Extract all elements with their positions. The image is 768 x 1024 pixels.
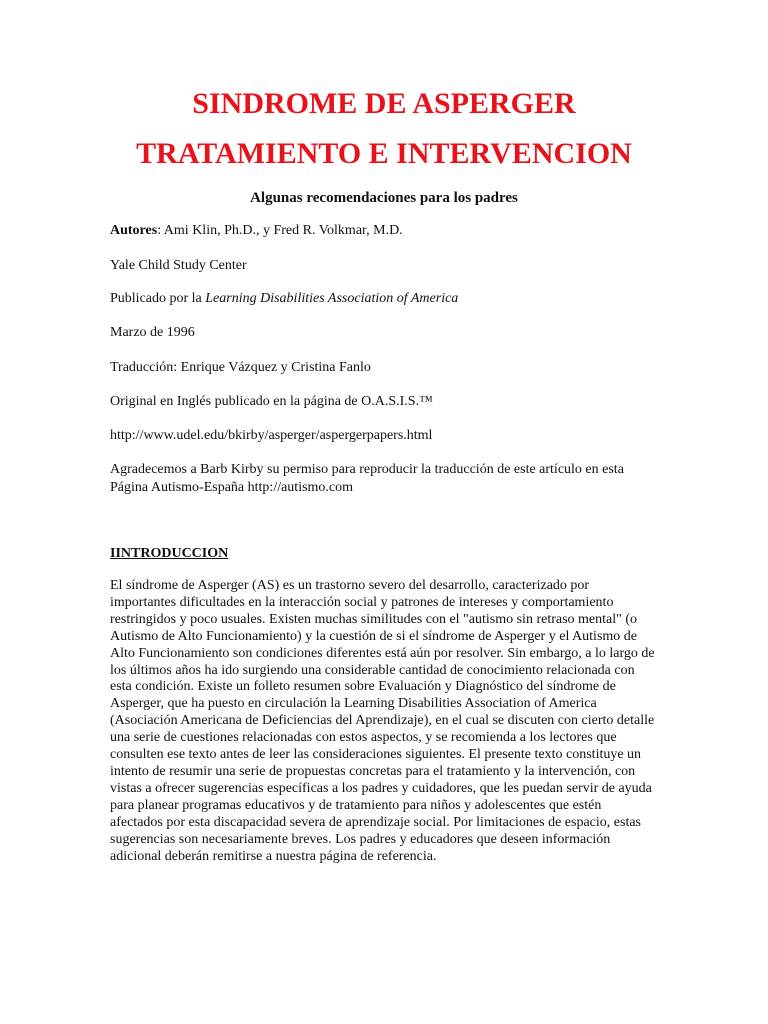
acknowledgement-paragraph: Agradecemos a Barb Kirby su permiso para reproducir la traducción de este artículo en esta Página Autismo-España http://autismo.com: [110, 462, 624, 495]
published-organization: Learning Disabilities Association of America: [205, 291, 459, 306]
document-title-line-1: SINDROME DE ASPERGER: [192, 87, 576, 120]
published-prefix: Publicado por la: [110, 291, 206, 306]
section-heading-introduccion: IINTRODUCCION: [110, 546, 229, 561]
authors-value: : Ami Klin, Ph.D., y Fred R. Volkmar, M.D.: [157, 223, 403, 238]
original-line: Original en Inglés publicado en la página de O.A.S.I.S.™: [110, 394, 433, 409]
authors-label: Autores: [110, 223, 158, 238]
published-line: [110, 290, 670, 308]
document-subtitle: Algunas recomendaciones para los padres: [250, 190, 518, 206]
date-line: Marzo de 1996: [110, 325, 195, 340]
document-title-line-2: TRATAMIENTO E INTERVENCION: [136, 137, 632, 170]
translation-line: Traducción: Enrique Vázquez y Cristina Fanlo: [110, 360, 371, 375]
institution-line: Yale Child Study Center: [110, 258, 247, 273]
authors-line: [110, 222, 670, 240]
source-url: http://www.udel.edu/bkirby/asperger/aspergerpapers.html: [110, 428, 433, 443]
intro-paragraph: El síndrome de Asperger (AS) es un trastorno severo del desarrollo, caracterizado por importantes dificultades en la interacción social y patrones de intereses y comportamiento restringidos y poco usuales. Existen muchas similitudes con el "autismo sin retraso mental" (o Autismo de Alto Funcionamiento) y la cuestión de si el síndrome de Asperger y el Autismo de Alto Funcionamiento son condiciones diferentes está aún por resolver. Sin embargo, a lo largo de los últimos años ha ido surgiendo una considerable cantidad de conocimiento relacionada con esta condición. Existe un folleto resumen sobre Evaluación y Diagnóstico del síndrome de Asperger, que ha puesto en circulación la Learning Disabilities Association of America (Asociación Americana de Deficiencias del Aprendizaje), en el cual se discuten con cierto detalle una serie de cuestiones relacionadas con estos aspectos, y se recomienda a los lectores que consulten ese texto antes de leer las consideraciones siguientes. El presente texto constituye un intento de resumir una serie de propuestas concretas para el tratamiento y la intervención, con vistas a ofrecer sugerencias específicas a los padres y cuidadores, que les puedan servir de ayuda para planear programas educativos y de tratamiento para niños y adolescentes que estén afectados por esta discapacidad severa de aprendizaje social. Por limitaciones de espacio, estas sugerencias son necesariamente breves. Los padres y educadores que deseen información adicional deberán remitirse a nuestra página de referencia.: [110, 578, 655, 864]
